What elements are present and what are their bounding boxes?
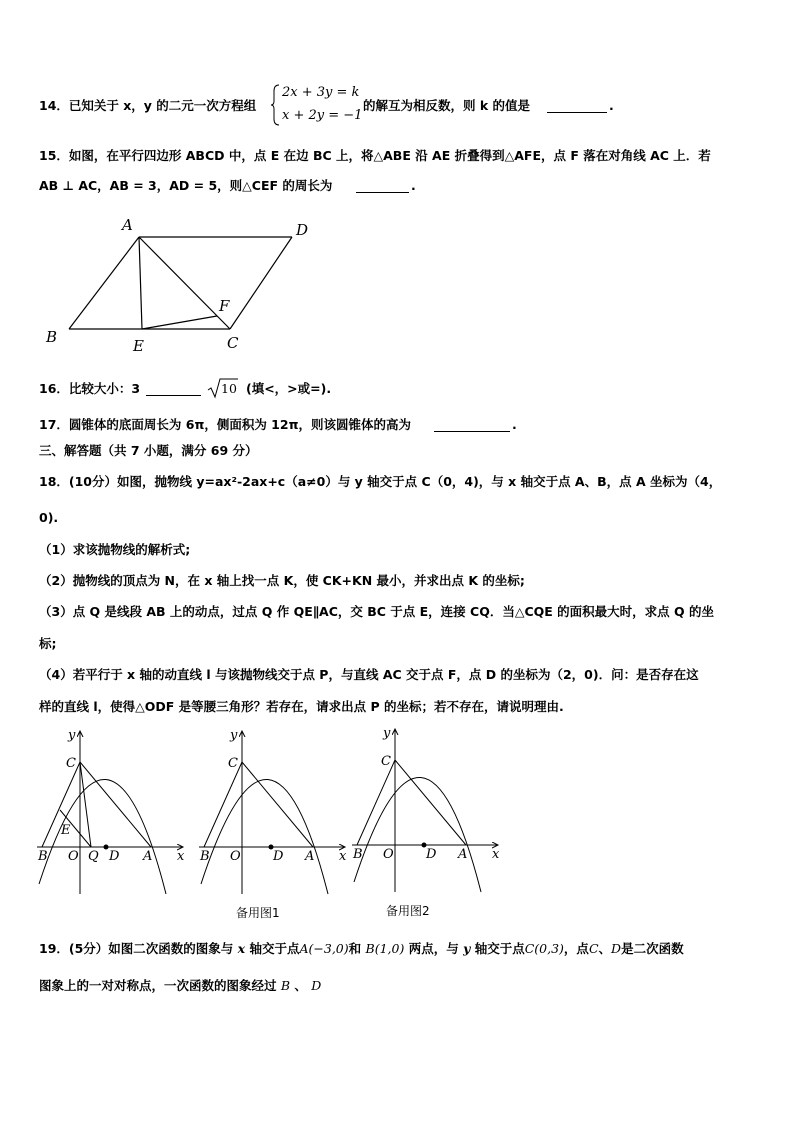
q19-sep-1: 、 [598,941,612,956]
label-x: x [177,849,185,864]
segment-DC [230,237,292,329]
label-D: D [426,847,437,862]
q19-and: 和 [348,941,362,956]
label-x: x [339,849,347,864]
label-D: D [109,849,120,864]
label-Q: Q [88,849,99,864]
equation-system-brace [271,84,281,129]
q19-text-f: 轴交于点 [474,941,525,956]
q17-answer-blank[interactable] [434,419,510,432]
q14-prefix: 14．已知关于 x，y 的二元一次方程组 [39,98,257,113]
label-O: O [230,849,241,864]
q17-end: . [512,417,517,432]
label-A: A [458,847,468,862]
segment-AC [242,762,313,847]
label-B: B [38,849,48,864]
point-D [104,845,109,850]
label-O: O [383,847,394,862]
q18-part-4b: 样的直线 l，使得△ODF 是等腰三角形？若存在，请求出点 P 的坐标；若不存在，请说明理由. [39,699,564,714]
segment-BC [357,760,395,845]
label-B: B [353,847,363,862]
q19-text-d: 两点，与 [408,941,459,956]
q18-backup-figure-1 [197,726,352,896]
q16-suffix: (填<，>或=). [246,381,332,396]
segment-AE [139,237,142,329]
parabola [39,779,166,894]
q19-point-C: C(0,3) [524,941,564,956]
q18-part-1: （1）求该抛物线的解析式; [39,542,191,557]
q18-part-2: （2）抛物线的顶点为 N，在 x 轴上找一点 K，使 CK+KN 最小，并求出点 K 的坐标; [39,573,525,588]
q14-equation-1: 2x + 3y = k [282,85,360,100]
label-x: x [492,847,500,862]
segment-EF [142,316,217,329]
q19-text-2a: 图象上的一对对称点，一次函数的图象经过 [39,978,277,993]
q19-text-k: 是二次函数 [621,941,684,956]
q19-text-g: ，点 [563,941,589,956]
label-B: B [46,328,58,346]
label-E: E [133,337,144,355]
q14-end: . [609,98,614,113]
label-F: F [219,297,230,315]
segment-BC [204,762,242,847]
q18-part-3b: 标; [39,636,57,651]
label-y: y [68,728,76,743]
segment-CQ [80,762,91,847]
q18-line-1: 18．(10分）如图，抛物线 y=ax²-2ax+c（a≠0）与 y 轴交于点 C（0，4)，与 x 轴交于点 A、B，点 A 坐标为（4， [39,474,722,489]
q15-line-1: 15．如图，在平行四边形 ABCD 中，点 E 在边 BC 上，将△ABE 沿 AE 折叠得到△AFE，点 F 落在对角线 AC 上．若 [39,148,711,163]
q18-part-3a: （3）点 Q 是线段 AB 上的动点，过点 Q 作 QE∥AC，交 BC 于点 E，连接 CQ．当△CQE 的面积最大时，求点 Q 的坐 [39,604,714,619]
q19-text-c: 轴交于点 [249,941,300,956]
q14-answer-blank[interactable] [547,100,607,113]
parabola [201,779,328,894]
q19-line-1 [39,941,684,957]
q16-answer-blank[interactable] [146,383,201,396]
label-C: C [227,334,239,352]
label-y: y [383,726,391,741]
label-A: A [305,849,315,864]
segment-AC [139,237,230,329]
q15-parallelogram-figure [40,210,330,355]
segment-AC [80,762,151,847]
q15-line-2: AB ⊥ AC，AB = 3，AD = 5，则△CEF 的周长为 [39,178,333,193]
label-D: D [273,849,284,864]
q19-line-2 [39,978,321,994]
caption-backup-1: 备用图1 [236,906,280,920]
label-B: B [200,849,210,864]
q15-end: . [411,178,416,193]
label-D: D [296,221,309,239]
q19-var-D: D [611,941,622,956]
label-O: O [68,849,79,864]
q18-line-2: 0). [39,510,59,525]
q18-part-4a: （4）若平行于 x 轴的动直线 l 与该抛物线交于点 P，与直线 AC 交于点 F，点 D 的坐标为（2，0)．问：是否存在这 [39,667,699,682]
q15-answer-blank[interactable] [356,180,409,193]
label-C: C [228,756,238,771]
q19-var-y: y [463,941,471,956]
q17-text: 17．圆锥体的底面周长为 6π，侧面积为 12π，则该圆锥体的高为 [39,417,411,432]
label-C: C [66,756,76,771]
caption-backup-2: 备用图2 [386,904,430,918]
q19-var-x: x [237,941,246,956]
q19-var-D2: D [311,978,322,993]
q14-suffix: 的解互为相反数，则 k 的值是 [363,98,531,113]
q19-text-a: 19．(5分）如图二次函数的图象与 [39,941,234,956]
q19-var-B2: B [280,978,291,993]
label-E: E [61,823,71,838]
section-heading: 三、解答题（共 7 小题，满分 69 分） [39,443,258,458]
label-A: A [143,849,153,864]
q14-equation-2: x + 2y = −1 [282,108,363,123]
label-A: A [122,216,133,234]
q19-point-B: B(1,0) [365,941,405,956]
q19-sep-2: 、 [294,978,307,993]
segment-AC [395,760,466,845]
q16-radicand: 10 [221,381,237,396]
label-y: y [230,728,238,743]
q19-point-A: A(−3,0) [299,941,349,956]
q16-prefix: 16．比较大小：3 [39,381,141,396]
q19-var-C: C [588,941,599,956]
label-C: C [381,754,391,769]
segment-AB [69,237,139,329]
q18-main-figure [35,726,190,896]
parabola [354,777,481,892]
q18-backup-figure-2 [350,724,505,894]
